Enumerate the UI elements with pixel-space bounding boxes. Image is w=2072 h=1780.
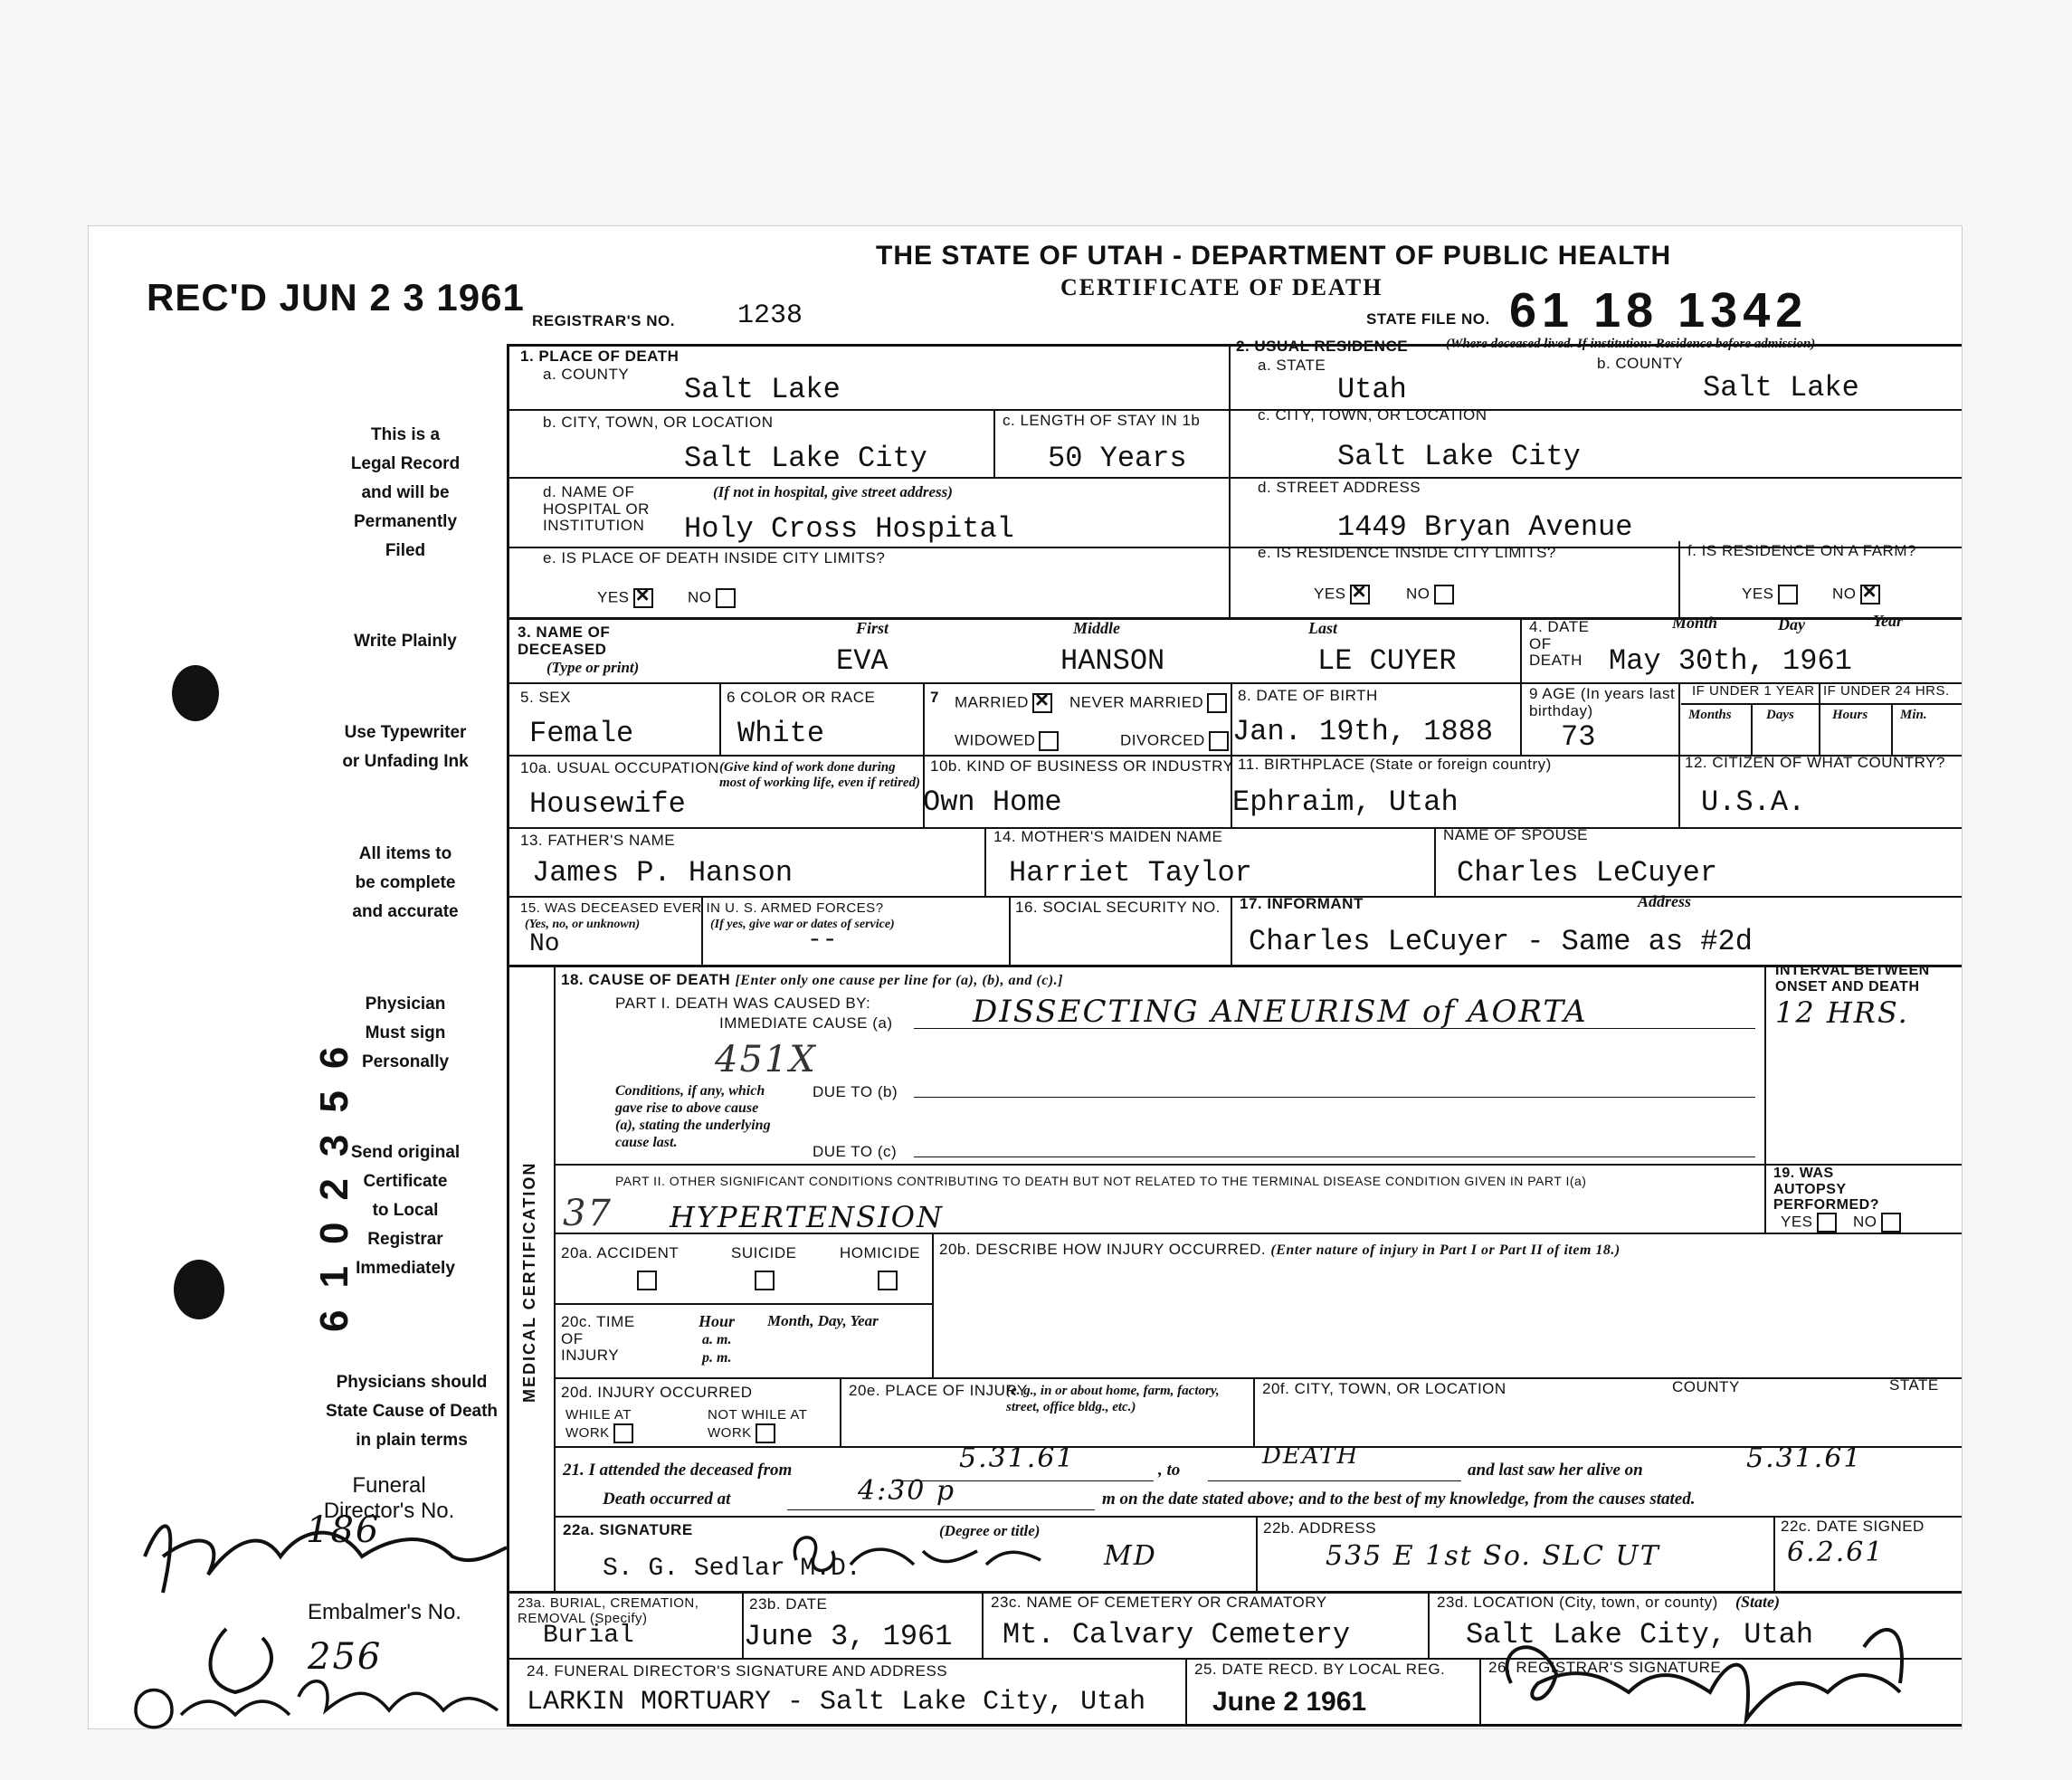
funeral-director: LARKIN MORTUARY - Salt Lake City, Utah	[527, 1687, 1146, 1718]
under-24-hrs: IF UNDER 24 HRS.	[1823, 683, 1950, 699]
homicide-label: HOMICIDE	[840, 1244, 920, 1261]
sidebar-legal-record: This is a Legal Record and will be Permanently Filed	[350, 425, 461, 560]
birthplace-label: 11. BIRTHPLACE (State or foreign country)	[1238, 756, 1552, 773]
physician-signature	[778, 1524, 1050, 1587]
res-county-label: b. COUNTY	[1597, 355, 1684, 372]
due-to-b-label: DUE TO (b)	[813, 1083, 898, 1100]
suicide-label: SUICIDE	[731, 1244, 797, 1261]
death-county: Salt Lake	[684, 373, 841, 406]
death-inside-city-label: e. IS PLACE OF DEATH INSIDE CITY LIMITS?	[543, 549, 886, 566]
registrar-signature-label: 26. REGISTRAR'S SIGNATURE	[1488, 1659, 1722, 1676]
signer-degree: MD	[1104, 1540, 1157, 1572]
day-label: Day	[1778, 615, 1805, 633]
birth-label: 8. DATE OF BIRTH	[1238, 687, 1378, 704]
days-label: Days	[1766, 708, 1794, 722]
vertical-number: 6102356	[312, 1024, 356, 1332]
middle-label: Middle	[1073, 619, 1120, 637]
burial-date: June 3, 1961	[744, 1620, 953, 1653]
death-city: Salt Lake City	[684, 442, 927, 475]
attended-label: 21. I attended the deceased from	[563, 1461, 793, 1480]
armed-forces-label: 15. WAS DECEASED EVER IN U. S. ARMED FORCES?	[520, 900, 884, 916]
divorced-option[interactable]: DIVORCED	[1120, 731, 1229, 751]
burial-location-label: 23d. LOCATION (City, town, or county)	[1437, 1594, 1718, 1611]
hospital-label: d. NAME OF HOSPITAL OR INSTITUTION	[543, 483, 650, 535]
signature-label: 22a. SIGNATURE	[563, 1521, 693, 1538]
funeral-director-label: 24. FUNERAL DIRECTOR'S SIGNATURE AND ADDRESS	[527, 1662, 948, 1680]
hours-label: Hours	[1832, 708, 1868, 722]
registrar-no-label: REGISTRAR'S NO.	[532, 312, 675, 329]
pm-label: p. m.	[702, 1350, 732, 1366]
attended-from: 5.31.61	[959, 1442, 1076, 1474]
residence-note: (Where deceased lived. If institution: Residence before admission)	[1446, 337, 1816, 351]
business: Own Home	[923, 785, 1062, 819]
sidebar-write-plainly: Write Plainly	[354, 632, 457, 651]
burial-date-label: 23b. DATE	[749, 1595, 828, 1613]
place-of-injury-note: (e. g., in or about home, farm, factory, street, office bldg., etc.)	[1006, 1384, 1220, 1414]
farm-label: f. IS RESIDENCE ON A FARM?	[1687, 542, 1916, 559]
am-label: a. m.	[702, 1332, 732, 1347]
min-label: Min.	[1900, 708, 1927, 722]
marital-label: 7	[930, 689, 939, 706]
due-to-c-label: DUE TO (c)	[813, 1143, 898, 1160]
ssn-label: 16. SOCIAL SECURITY NO.	[1015, 899, 1221, 916]
business-label: 10b. KIND OF BUSINESS OR INDUSTRY	[930, 757, 1234, 775]
address-label: 22b. ADDRESS	[1263, 1519, 1377, 1537]
birth-date: Jan. 19th, 1888	[1232, 715, 1494, 748]
cemetery: Mt. Calvary Cemetery	[1003, 1618, 1351, 1651]
date-of-death: May 30th, 1961	[1609, 644, 1852, 678]
signer-name: S. G. Sedlar M.D.	[603, 1555, 861, 1583]
armed-note: (Yes, no, or unknown)	[525, 918, 641, 931]
res-inside-yes[interactable]: YES×	[1314, 585, 1370, 604]
homicide-checkbox[interactable]	[874, 1271, 898, 1290]
death-time: 4:30 p	[858, 1475, 956, 1507]
accident-checkbox[interactable]	[633, 1271, 657, 1290]
injury-description-label: 20b. DESCRIBE HOW INJURY OCCURRED. (Enter nature of injury in Part I or Part II of item 18.)	[939, 1241, 1621, 1258]
stay-length: 50 Years	[1048, 442, 1187, 475]
attended-to: DEATH	[1262, 1442, 1360, 1470]
under-1-year: IF UNDER 1 YEAR	[1692, 683, 1815, 699]
sidebar-funeral-no-label: Funeral Director's No.	[323, 1473, 455, 1523]
citizen-label: 12. CITIZEN OF WHAT COUNTRY?	[1685, 754, 1945, 771]
stay-label: c. LENGTH OF STAY IN 1b	[1003, 412, 1201, 429]
sidebar-typewriter: Use Typewriter or Unfading Ink	[342, 723, 469, 771]
part1-label: PART I. DEATH WAS CAUSED BY:	[615, 995, 871, 1012]
age-label: 9 AGE (In years last birthday)	[1529, 685, 1676, 719]
first-label: First	[856, 619, 889, 637]
age: 73	[1561, 720, 1596, 754]
year-label: Year	[1873, 612, 1903, 630]
injury-state-label: STATE	[1889, 1376, 1939, 1394]
sidebar-physician: Physician Must sign Personally	[361, 995, 450, 1071]
farm-yes[interactable]: YES	[1742, 585, 1798, 604]
place-of-injury-label: 20e. PLACE OF INJURY	[849, 1382, 1028, 1399]
father-name: James P. Hanson	[532, 856, 794, 890]
punch-hole-top	[172, 665, 219, 721]
occupation-label: 10a. USUAL OCCUPATION	[520, 759, 719, 776]
physician-address: 535 E 1st So. SLC UT	[1326, 1540, 1660, 1572]
race: White	[737, 717, 825, 750]
header-subtitle: CERTIFICATE OF DEATH	[1060, 274, 1383, 300]
citizen: U.S.A.	[1701, 785, 1806, 819]
state-file-no: 61 18 1342	[1509, 283, 1809, 338]
last-name: LE CUYER	[1317, 644, 1457, 678]
death-occurred-label: Death occurred at	[603, 1490, 731, 1509]
spouse-name: Charles LeCuyer	[1457, 856, 1718, 890]
father-label: 13. FATHER'S NAME	[520, 832, 676, 849]
place-of-death-label: 1. PLACE OF DEATH	[520, 347, 680, 365]
death-city-label: b. CITY, TOWN, OR LOCATION	[543, 414, 774, 431]
degree-label: (Degree or title)	[939, 1522, 1041, 1539]
first-name: EVA	[836, 644, 889, 678]
res-street-label: d. STREET ADDRESS	[1258, 479, 1421, 496]
deceased-name-label: 3. NAME OF DECEASED	[518, 623, 611, 658]
immediate-cause-label: IMMEDIATE CAUSE (a)	[719, 1014, 893, 1032]
mdy-label: Month, Day, Year	[767, 1312, 879, 1329]
interval-label: INTERVAL BETWEEN ONSET AND DEATH	[1775, 963, 1930, 995]
injury-county-label: COUNTY	[1672, 1378, 1740, 1395]
punch-hole-bottom	[174, 1260, 224, 1319]
occupation-note: (Give kind of work done during most of working life, even if retired)	[719, 760, 921, 790]
disease-code: 451X	[715, 1039, 817, 1080]
armed-note2: (If yes, give war or dates of service)	[710, 918, 895, 931]
cause-of-death-label: 18. CAUSE OF DEATH [Enter only one cause per line for (a), (b), and (c).]	[561, 971, 1063, 988]
sidebar-complete: All items to be complete and accurate	[352, 844, 459, 921]
res-city-label: c. CITY, TOWN, OR LOCATION	[1258, 406, 1487, 424]
cemetery-label: 23c. NAME OF CEMETERY OR CRAMATORY	[991, 1594, 1327, 1611]
sidebar-send-original: Send original Certificate to Local Registrar Immediately	[350, 1143, 461, 1278]
burial-location: Salt Lake City, Utah	[1466, 1618, 1814, 1651]
part2-label: PART II. OTHER SIGNIFICANT CONDITIONS CONTRIBUTING TO DEATH BUT NOT RELATED TO THE TERMINAL DISEASE CONDITION GIVEN IN PART I(a)	[615, 1174, 1587, 1188]
county-label: a. COUNTY	[543, 366, 630, 383]
burial-state-label: (State)	[1735, 1593, 1780, 1611]
recd-label: 25. DATE RECD. BY LOCAL REG.	[1194, 1661, 1446, 1678]
burial-type-label: 23a. BURIAL, CREMATION, REMOVAL (Specify)	[518, 1595, 699, 1626]
date-signed: 6.2.61	[1787, 1537, 1885, 1568]
death-inside-city-no[interactable]: NO	[688, 588, 736, 608]
not-while-at-work[interactable]: NOT WHILE AT WORK	[708, 1408, 843, 1443]
res-inside-label: e. IS RESIDENCE INSIDE CITY LIMITS?	[1258, 544, 1556, 561]
res-county: Salt Lake	[1703, 371, 1859, 405]
injury-occurred-label: 20d. INJURY OCCURRED	[561, 1384, 753, 1401]
hour-label: Hour	[699, 1312, 736, 1330]
recd-date: June 2 1961	[1212, 1687, 1367, 1717]
middle-name: HANSON	[1060, 644, 1165, 678]
part2-code: 37	[563, 1193, 613, 1234]
residence-label: 2. USUAL RESIDENCE	[1236, 338, 1409, 355]
farm-no[interactable]: NO×	[1832, 585, 1880, 604]
informant-label: 17. INFORMANT	[1240, 895, 1364, 912]
medical-certification-side-label: MEDICAL CERTIFICATION	[520, 1161, 538, 1403]
interval: 12 HRS.	[1775, 995, 1909, 1030]
funeral-no: 186	[306, 1509, 381, 1551]
race-label: 6 COLOR OR RACE	[727, 689, 876, 706]
hospital-name: Holy Cross Hospital	[684, 512, 1014, 546]
part2-condition: HYPERTENSION	[670, 1200, 944, 1234]
registrar-signature	[1484, 1593, 1954, 1737]
to-label: , to	[1158, 1461, 1181, 1480]
widowed-option[interactable]: WIDOWED	[955, 731, 1059, 751]
last-saw-date: 5.31.61	[1746, 1442, 1863, 1474]
date-of-death-label: 4. DATE OF DEATH	[1529, 618, 1590, 670]
res-city: Salt Lake City	[1337, 440, 1581, 473]
deceased-name-note: (Type or print)	[547, 659, 640, 676]
last-label: Last	[1308, 619, 1338, 637]
spouse-label: NAME OF SPOUSE	[1443, 826, 1589, 843]
armed-forces: No	[529, 930, 560, 958]
informant: Charles LeCuyer - Same as #2d	[1249, 925, 1753, 958]
funeral-director-signature	[127, 1502, 534, 1737]
sex: Female	[529, 717, 634, 750]
mother-name: Harriet Taylor	[1009, 856, 1252, 890]
sidebar-cause-terms: Physicians should State Cause of Death in plain terms	[325, 1373, 499, 1450]
armed-dates: --	[807, 927, 838, 955]
conditions-note: Conditions, if any, which gave rise to above cause (a), stating the underlying cause last.	[615, 1083, 771, 1150]
suicide-checkbox[interactable]	[751, 1271, 775, 1290]
res-state-label: a. STATE	[1258, 357, 1326, 374]
autopsy-no[interactable]: NO	[1853, 1213, 1901, 1233]
burial-type: Burial	[543, 1622, 634, 1650]
occupation: Housewife	[529, 787, 686, 821]
res-street: 1449 Bryan Avenue	[1337, 510, 1633, 544]
months-label: Months	[1688, 708, 1732, 722]
married-option[interactable]: MARRIED×	[955, 693, 1052, 713]
res-state: Utah	[1337, 373, 1407, 406]
header-title: THE STATE OF UTAH - DEPARTMENT OF PUBLIC HEALTH	[876, 241, 1672, 271]
autopsy-label: 19. WAS AUTOPSY PERFORMED?	[1773, 1166, 1879, 1214]
month-label: Month	[1672, 614, 1718, 632]
hospital-note: (If not in hospital, give street address)	[713, 483, 953, 500]
city-of-injury-label: 20f. CITY, TOWN, OR LOCATION	[1262, 1380, 1506, 1397]
registrar-no: 1238	[737, 300, 803, 331]
date-signed-label: 22c. DATE SIGNED	[1781, 1518, 1925, 1535]
mother-label: 14. MOTHER'S MAIDEN NAME	[993, 828, 1223, 845]
last-saw-label: and last saw her alive on	[1468, 1461, 1643, 1480]
death-occurred-tail: m on the date stated above; and to the best of my knowledge, from the causes stated.	[1102, 1490, 1696, 1509]
sex-label: 5. SEX	[520, 689, 571, 706]
death-inside-city-yes[interactable]: YES×	[597, 588, 653, 608]
time-of-injury-label: 20c. TIME OF INJURY	[561, 1313, 635, 1365]
informant-address-label: Address	[1638, 892, 1692, 910]
res-inside-no[interactable]: NO	[1406, 585, 1454, 604]
embalmer-no-label: Embalmer's No.	[308, 1600, 461, 1624]
autopsy-yes[interactable]: YES	[1781, 1213, 1837, 1233]
while-at-work[interactable]: WHILE AT WORK	[566, 1408, 674, 1443]
never-married-option[interactable]: NEVER MARRIED	[1069, 693, 1227, 713]
immediate-cause: DISSECTING ANEURISM of AORTA	[973, 994, 1588, 1030]
accident-label: 20a. ACCIDENT	[561, 1244, 680, 1261]
received-stamp: REC'D JUN 2 3 1961	[147, 276, 525, 319]
birthplace: Ephraim, Utah	[1232, 785, 1459, 819]
embalmer-no: 256	[308, 1636, 383, 1678]
state-file-label: STATE FILE NO.	[1366, 310, 1490, 328]
